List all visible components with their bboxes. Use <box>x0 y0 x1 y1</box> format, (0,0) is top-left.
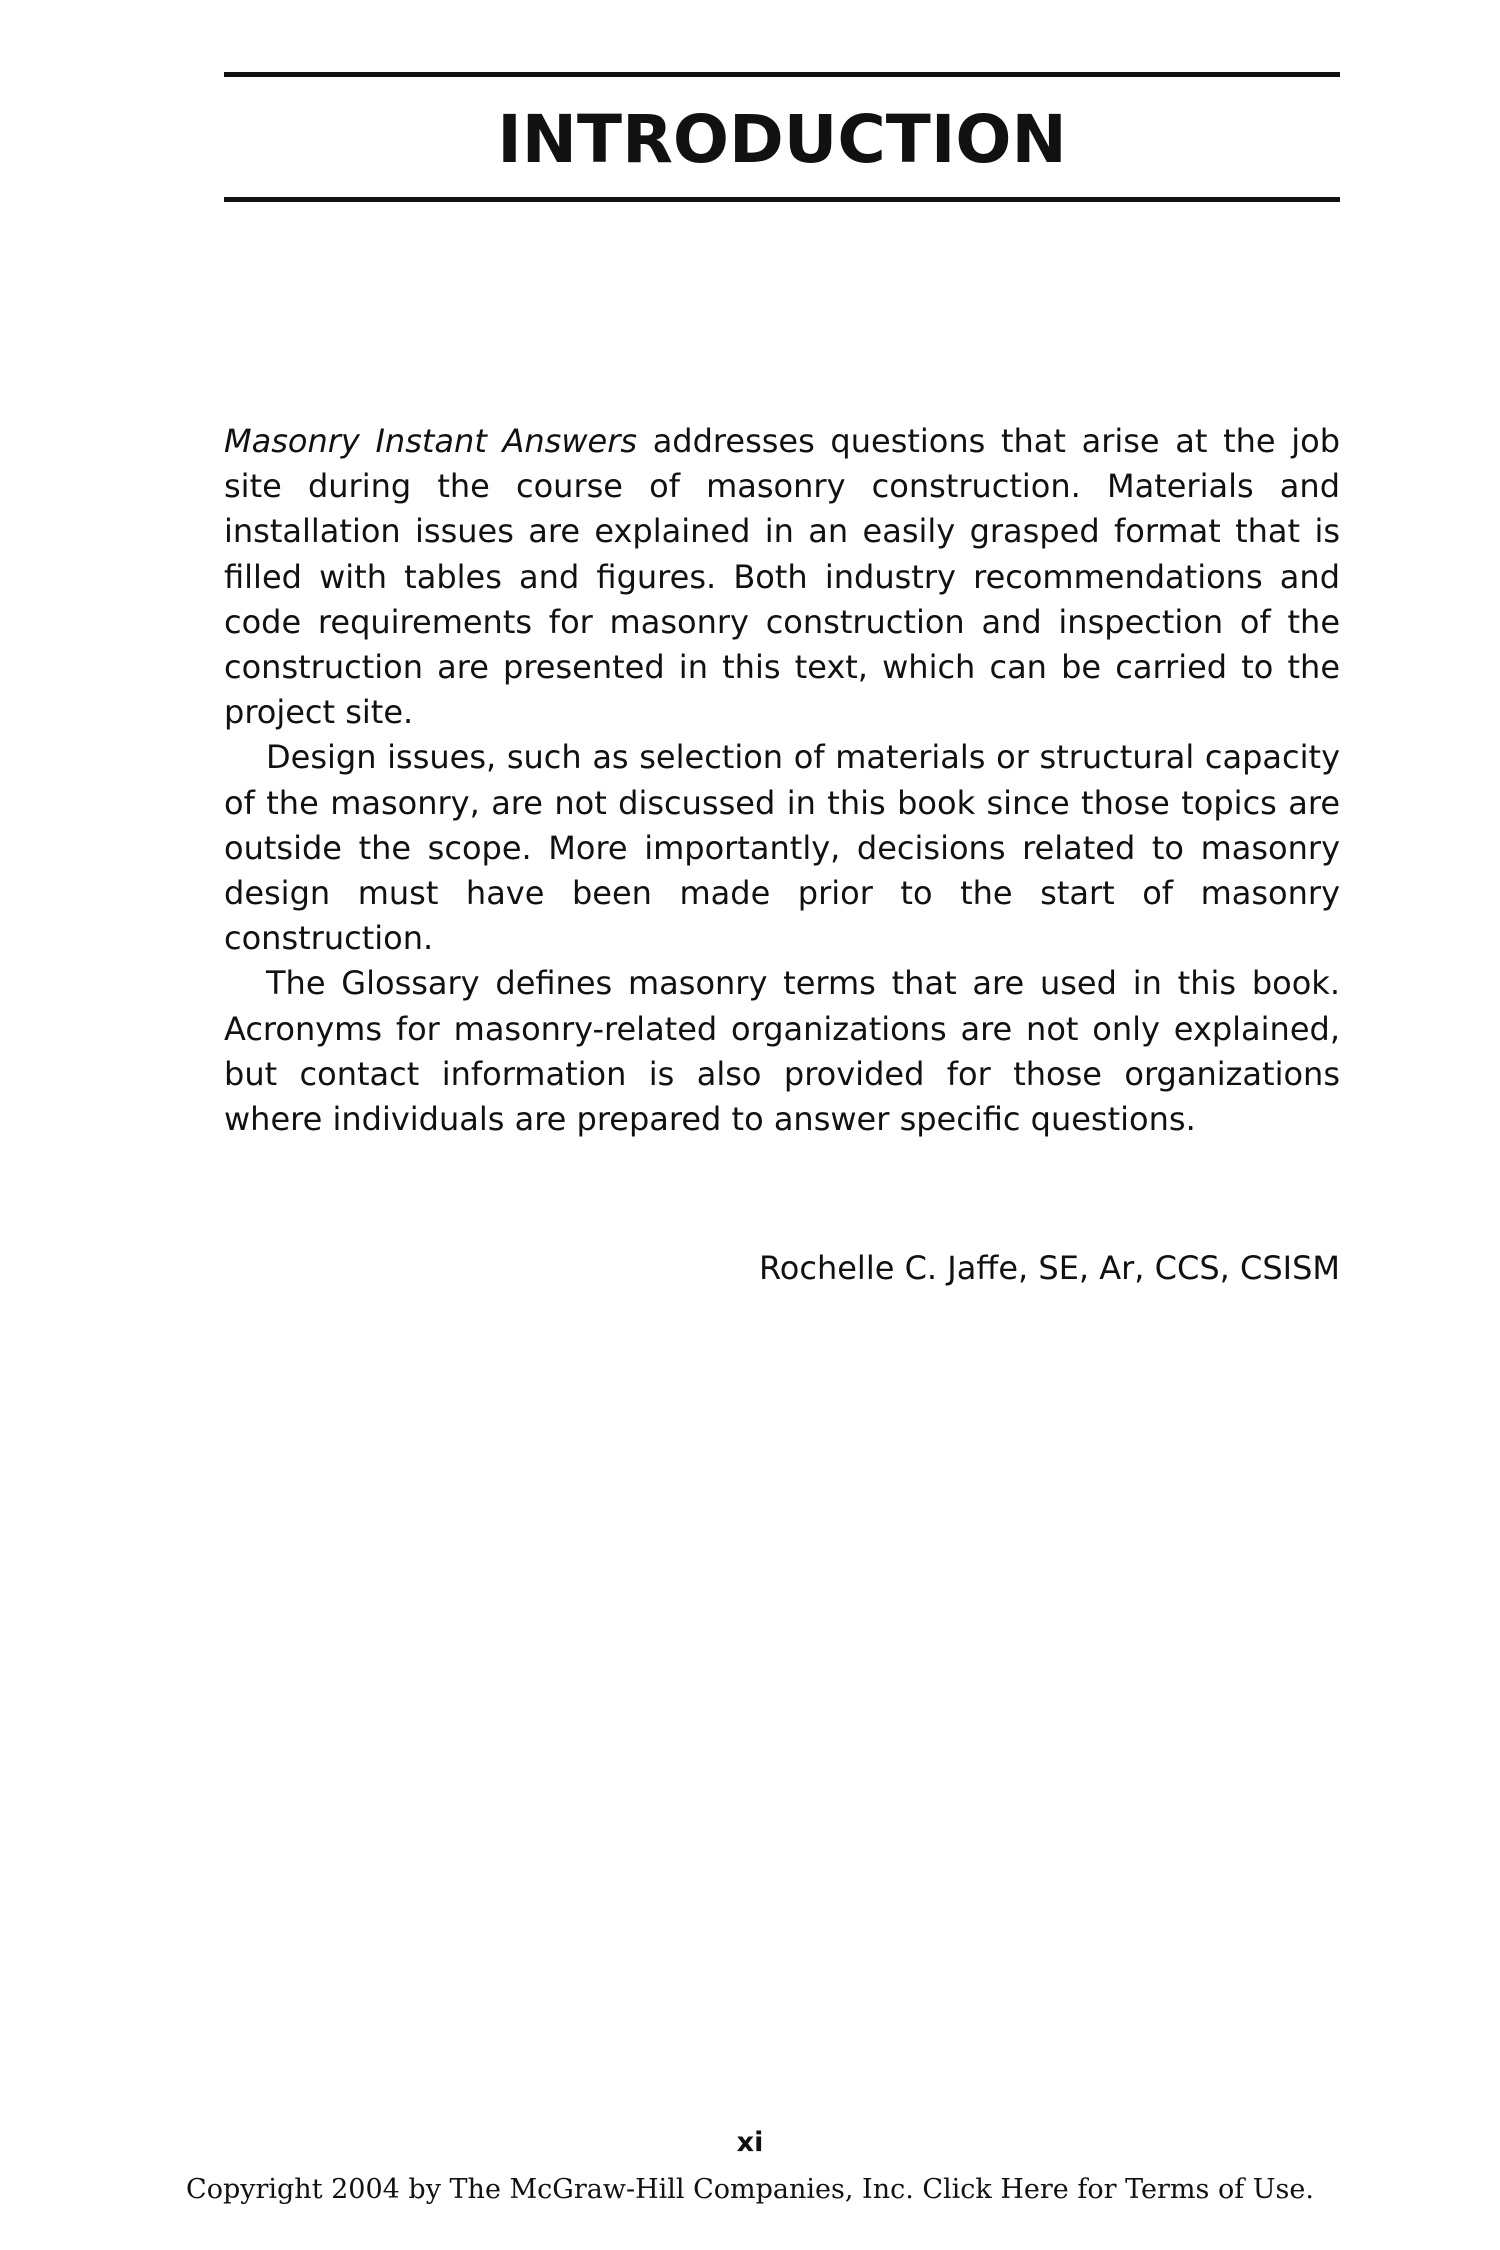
paragraph-2: Design issues, such as selection of materials or structural capacity of the masonry, are not discussed in this book since those topics are outside the scope. More importantly, decisions related to masonry design must have been made prior to the start of masonry construction. <box>224 738 1340 958</box>
copyright-text: Copyright 2004 by The McGraw-Hill Companies, Inc. <box>186 2174 923 2205</box>
copyright-notice <box>0 2173 1500 2207</box>
paragraph-1-text: addresses questions that arise at the job site during the course of masonry construction. Materials and installation issues are explained in an easily grasped format that is filled with tables and figures. Both industry recommendations and code requirements for masonry construction and inspection of the construction are presented in this text, which can be carried to the project site. <box>224 422 1341 732</box>
author-signature: Rochelle C. Jaffe, SE, Ar, CCS, CSISM <box>758 1249 1340 1287</box>
page-number: xi <box>736 2127 764 2158</box>
introduction-body <box>224 419 1340 1142</box>
paragraph-1 <box>224 419 1340 735</box>
page-title: INTRODUCTION <box>497 101 1067 178</box>
paragraph-3: The Glossary defines masonry terms that are used in this book. Acronyms for masonry-related organizations are not only explained, but contact information is also provided for those organizations where individuals are prepared to answer specific questions. <box>224 964 1340 1139</box>
terms-of-use-link[interactable]: Click Here for Terms of Use. <box>922 2174 1314 2205</box>
top-rule <box>224 72 1340 77</box>
book-title: Masonry Instant Answers <box>224 422 638 460</box>
bottom-rule <box>224 197 1340 202</box>
